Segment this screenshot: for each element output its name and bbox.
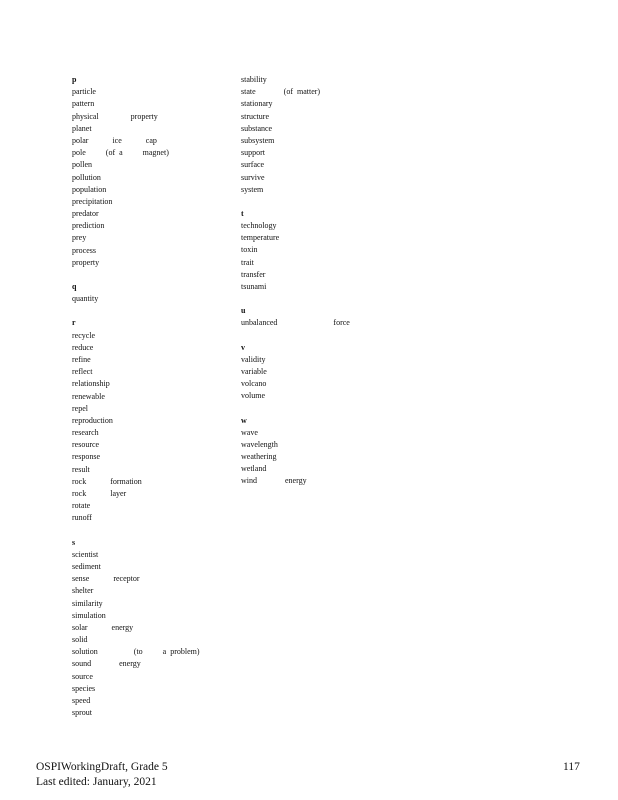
glossary-term: validity xyxy=(241,354,266,364)
glossary-term: substance xyxy=(241,123,273,133)
glossary-section xyxy=(72,537,200,720)
glossary-term: technology xyxy=(241,221,277,231)
glossary-term: renewable xyxy=(72,391,105,401)
glossary-term: rock formation xyxy=(72,476,142,486)
glossary-term: species xyxy=(72,683,96,693)
glossary-term: speed xyxy=(72,696,91,705)
glossary-term: variable xyxy=(241,366,267,376)
glossary-section xyxy=(241,342,350,403)
glossary-term: state (of matter) xyxy=(241,87,321,97)
glossary-term: wavelength xyxy=(241,439,278,449)
glossary-term: wetland xyxy=(241,464,267,474)
glossary-term: quantity xyxy=(72,294,99,304)
glossary-left-column xyxy=(72,74,200,731)
glossary-term: support xyxy=(241,148,265,158)
glossary-term: prediction xyxy=(72,221,105,231)
glossary-term: research xyxy=(72,428,99,438)
glossary-term: polar ice cap xyxy=(72,135,157,145)
glossary-term: trait xyxy=(241,257,254,267)
glossary-term: physical property xyxy=(72,111,158,121)
glossary-term: population xyxy=(72,184,107,194)
glossary-term: subsystem xyxy=(241,135,275,145)
glossary-term: planet xyxy=(72,123,92,133)
section-letter: s xyxy=(72,537,76,547)
glossary-term: surface xyxy=(241,160,265,170)
page-number: 117 xyxy=(563,761,580,773)
glossary-term: solution (to a problem) xyxy=(72,647,200,657)
glossary-term: pole (of a magnet) xyxy=(72,148,169,158)
glossary-term: simulation xyxy=(72,610,106,620)
section-letter: t xyxy=(241,208,244,218)
glossary-term: system xyxy=(241,184,264,194)
glossary-term: wave xyxy=(241,427,258,437)
glossary-term: unbalanced force xyxy=(241,318,350,328)
section-letter: r xyxy=(72,318,76,328)
glossary-term: runoff xyxy=(72,513,92,523)
glossary-term: toxin xyxy=(241,245,258,255)
glossary-term: stability xyxy=(241,75,267,84)
glossary-term: reduce xyxy=(72,342,94,352)
glossary-term: sprout xyxy=(72,708,92,718)
section-letter: v xyxy=(241,342,245,352)
glossary-section xyxy=(241,208,350,293)
glossary-term: pollen xyxy=(72,160,92,170)
glossary-term: particle xyxy=(72,87,96,97)
glossary-term: reflect xyxy=(72,367,93,377)
glossary-term: recycle xyxy=(72,330,96,340)
glossary-term: wind energy xyxy=(241,476,307,486)
glossary-term: precipitation xyxy=(72,196,113,206)
glossary-term: volcano xyxy=(241,379,267,389)
footer-document-title: OSPIWorkingDraft, Grade 5 xyxy=(36,761,168,773)
glossary-term: rock layer xyxy=(72,489,127,498)
glossary-term: property xyxy=(72,257,100,267)
glossary-term: prey xyxy=(72,233,87,243)
glossary-section xyxy=(241,305,350,329)
glossary-term: rotate xyxy=(72,501,91,511)
section-letter: w xyxy=(241,415,247,425)
glossary-section xyxy=(72,281,200,305)
glossary-term: transfer xyxy=(241,269,266,279)
glossary-term: sound energy xyxy=(72,659,141,669)
glossary-section xyxy=(72,74,200,269)
glossary-term: solar energy xyxy=(72,622,134,632)
glossary-section xyxy=(241,415,350,488)
glossary-term: relationship xyxy=(72,379,110,389)
glossary-term: sediment xyxy=(72,561,101,571)
section-letter: p xyxy=(72,75,77,84)
glossary-term: reproduction xyxy=(72,415,113,425)
glossary-term: survive xyxy=(241,172,265,182)
glossary-term: repel xyxy=(72,403,88,413)
glossary-term: sense receptor xyxy=(72,574,140,584)
glossary-section xyxy=(241,74,350,196)
glossary-term: shelter xyxy=(72,586,94,596)
glossary-term: pattern xyxy=(72,99,95,109)
glossary-term: similarity xyxy=(72,598,103,608)
footer-last-edited: Last edited: January, 2021 xyxy=(36,776,157,788)
glossary-term: scientist xyxy=(72,549,99,559)
glossary-term: solid xyxy=(72,635,88,645)
glossary-term: response xyxy=(72,452,100,462)
section-letter: u xyxy=(241,306,246,316)
glossary-term: temperature xyxy=(241,233,280,243)
glossary-term: resource xyxy=(72,440,100,450)
glossary-term: weathering xyxy=(241,452,277,462)
glossary-term: structure xyxy=(241,111,269,121)
glossary-term: source xyxy=(72,671,93,681)
section-letter: q xyxy=(72,282,77,291)
glossary-term: process xyxy=(72,245,96,255)
glossary-term: volume xyxy=(241,391,265,401)
glossary-term: result xyxy=(72,464,90,474)
glossary-term: pollution xyxy=(72,172,101,182)
glossary-section xyxy=(72,317,200,524)
glossary-right-column xyxy=(241,74,350,500)
glossary-term: predator xyxy=(72,209,99,219)
glossary-term: refine xyxy=(72,354,91,364)
glossary-term: stationary xyxy=(241,99,273,109)
glossary-term: tsunami xyxy=(241,282,267,291)
